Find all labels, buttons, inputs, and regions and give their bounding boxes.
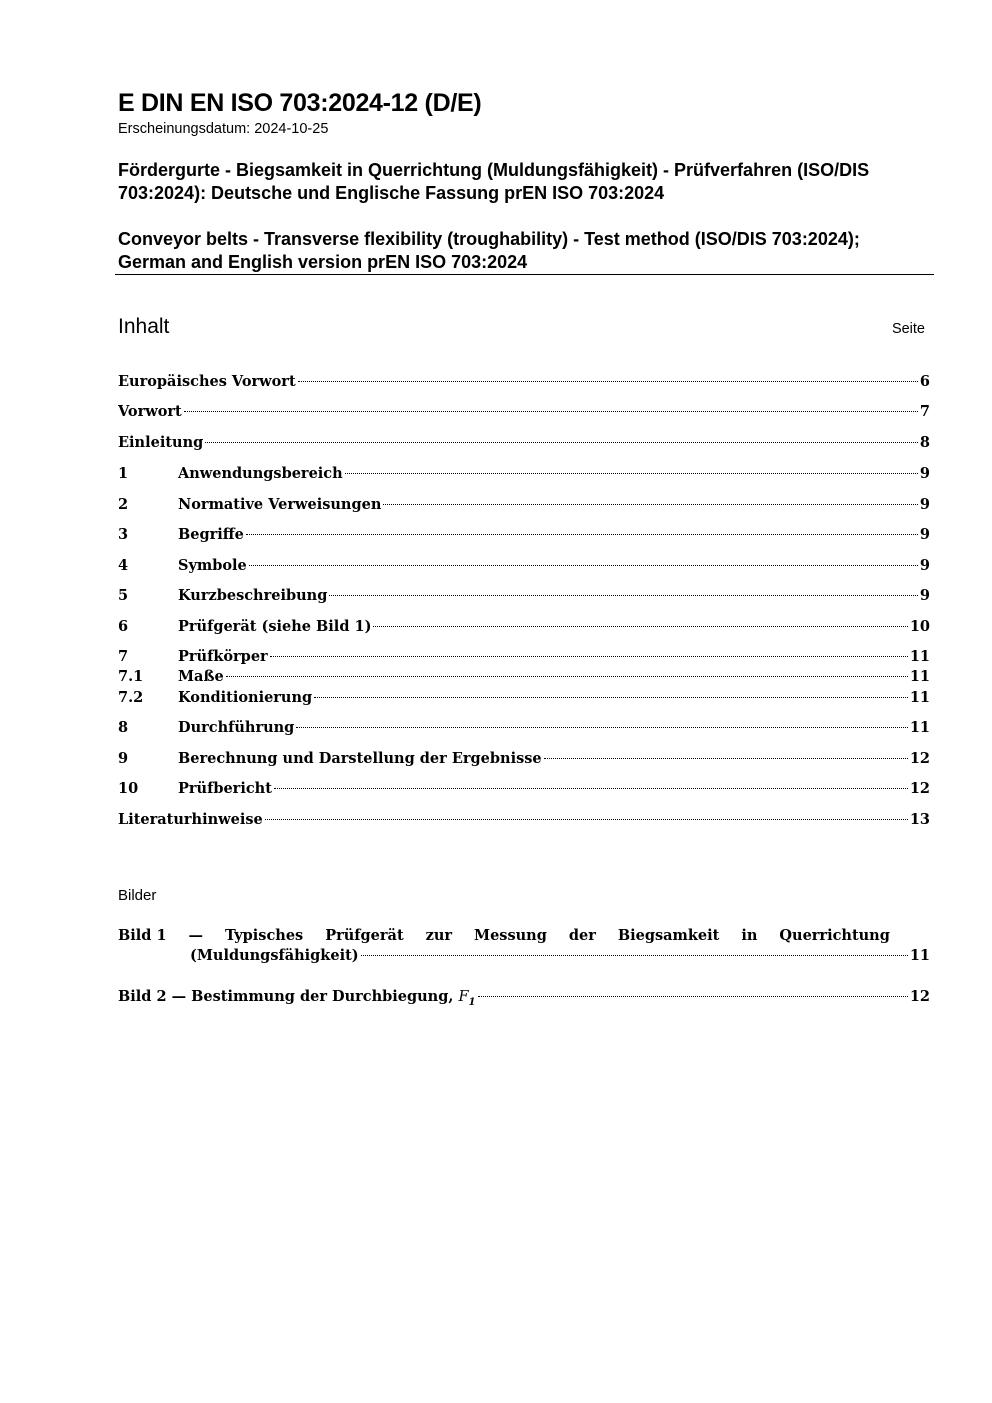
toc-entry-title: Prüfgerät (siehe Bild 1): [178, 618, 372, 635]
figure-entry-1-word: Bild 1: [118, 927, 167, 944]
toc-entry-number: 7: [118, 648, 129, 665]
dot-leader: [274, 788, 908, 789]
dot-leader: [249, 565, 918, 566]
toc-entry-number: 7.1: [118, 668, 144, 685]
toc-entry[interactable]: [118, 718, 930, 737]
dot-leader: [246, 534, 918, 535]
toc-entry-page: 12: [909, 750, 930, 767]
figure-entry-1-word: in: [741, 927, 758, 944]
toc-entry[interactable]: [118, 495, 930, 514]
dot-leader: [296, 727, 908, 728]
toc-entry[interactable]: [118, 556, 930, 575]
publication-date: Erscheinungsdatum: 2024-10-25: [118, 121, 329, 137]
toc-entry-title: Durchführung: [178, 719, 295, 736]
toc-entry[interactable]: [118, 810, 930, 829]
toc-entry-page: 11: [909, 719, 930, 736]
toc-entry-page: 8: [919, 434, 930, 451]
figures-heading: Bilder: [118, 887, 157, 904]
figure-entry-1-line2: [118, 946, 930, 966]
figure-entry-1-word: zur: [425, 927, 453, 944]
dot-leader: [383, 504, 918, 505]
toc-entry[interactable]: [118, 617, 930, 636]
toc-entry-number: 10: [118, 780, 139, 797]
toc-entry[interactable]: [118, 586, 930, 605]
toc-entry-title: Europäisches Vorwort: [118, 373, 296, 390]
toc-entry-title: Maße: [178, 668, 224, 685]
toc-entry[interactable]: [118, 779, 930, 798]
toc-entry-title: Prüfkörper: [178, 648, 268, 665]
toc-entry-number: 6: [118, 618, 129, 635]
toc-entry-number: 4: [118, 557, 129, 574]
figure-entry-2-page: 12: [909, 988, 930, 1005]
toc-entry-title: Kurzbeschreibung: [178, 587, 328, 604]
toc-entry-number: 3: [118, 526, 129, 543]
toc-entry-page: 9: [919, 465, 930, 482]
figure-entry-1-word: Messung: [474, 927, 547, 944]
figure-entry-2[interactable]: [118, 987, 930, 1006]
figure-entry-2-text: Bild 2 — Bestimmung der Durchbiegung, $F_1$: [118, 988, 476, 1008]
toc-entry-title: Vorwort: [118, 403, 182, 420]
figure-entry-1-word: Querrichtung: [779, 927, 890, 944]
toc-entry-number: 1: [118, 465, 129, 482]
figure-entry-1-line1: [118, 926, 890, 946]
dot-leader: [345, 473, 918, 474]
toc-entry-title: Konditionierung: [178, 689, 313, 706]
toc-entry[interactable]: [118, 525, 930, 544]
toc-entry-title: Anwendungsbereich: [178, 465, 343, 482]
toc-entry-number: 5: [118, 587, 129, 604]
toc-entry-page: 9: [919, 557, 930, 574]
header-divider: [115, 274, 934, 275]
toc-entry-title: Literaturhinweise: [118, 811, 263, 828]
figure-entry-1-text: (Muldungsfähigkeit): [190, 947, 359, 964]
figure-entry-1[interactable]: [118, 926, 930, 966]
toc-entry-number: 9: [118, 750, 129, 767]
toc-entry[interactable]: [118, 647, 930, 666]
dot-leader: [314, 697, 908, 698]
dot-leader: [226, 676, 908, 677]
toc-entry-page: 9: [919, 496, 930, 513]
dot-leader: [361, 955, 908, 956]
toc-entry-number: 8: [118, 719, 129, 736]
toc-entry-page: 11: [909, 648, 930, 665]
figure-entry-1-word: Biegsamkeit: [617, 927, 720, 944]
toc-entry-title: Berechnung und Darstellung der Ergebnisse: [178, 750, 542, 767]
toc-entry-title: Normative Verweisungen: [178, 496, 382, 513]
toc-entry-page: 10: [909, 618, 930, 635]
toc-entry[interactable]: [118, 402, 930, 421]
toc-entry-page: 11: [909, 689, 930, 706]
toc-heading: Inhalt: [118, 315, 170, 338]
dot-leader: [298, 381, 918, 382]
figure-entry-1-page: 11: [909, 947, 930, 964]
document-title: E DIN EN ISO 703:2024-12 (D/E): [118, 89, 482, 117]
dot-leader: [329, 595, 918, 596]
toc-entry-title: Einleitung: [118, 434, 204, 451]
toc-entry-number: 7.2: [118, 689, 144, 706]
toc-entry-page: 9: [919, 526, 930, 543]
toc-entry-page: 13: [909, 811, 930, 828]
toc-entry-page: 11: [909, 668, 930, 685]
dot-leader: [478, 996, 908, 997]
toc-page-label: Seite: [891, 321, 925, 337]
dot-leader: [265, 819, 908, 820]
dot-leader: [205, 442, 918, 443]
toc-entry-number: 2: [118, 496, 129, 513]
dot-leader: [544, 758, 908, 759]
dot-leader: [373, 626, 907, 627]
toc-entry-title: Symbole: [178, 557, 247, 574]
toc-entry-title: Prüfbericht: [178, 780, 272, 797]
dot-leader: [270, 656, 908, 657]
figure-entry-1-word: —: [188, 927, 204, 944]
dot-leader: [184, 411, 918, 412]
figure-entry-1-word: der: [568, 927, 596, 944]
toc-entry[interactable]: [118, 749, 930, 768]
toc-entry[interactable]: [118, 667, 930, 686]
toc-entry[interactable]: [118, 372, 930, 391]
figure-entry-1-word: Typisches: [225, 927, 304, 944]
toc-entry-page: 6: [919, 373, 930, 390]
toc-entry-page: 7: [919, 403, 930, 420]
toc-entry[interactable]: [118, 464, 930, 483]
toc-entry-title: Begriffe: [178, 526, 244, 543]
title-german: Fördergurte - Biegsamkeit in Querrichtung (Muldungsfähigkeit) - Prüfverfahren (ISO/DIS 703:2024): Deutsche und Englische Fassung prEN ISO 703:2024: [118, 160, 870, 203]
figure-entry-1-word: Prüfgerät: [325, 927, 404, 944]
toc-entry[interactable]: [118, 688, 930, 707]
toc-entry-page: 9: [919, 587, 930, 604]
toc-entry[interactable]: [118, 433, 930, 452]
toc-entry-page: 12: [909, 780, 930, 797]
title-english: Conveyor belts - Transverse flexibility (troughability) - Test method (ISO/DIS 703:2024); German and English version prEN ISO 703:2024: [118, 229, 860, 272]
